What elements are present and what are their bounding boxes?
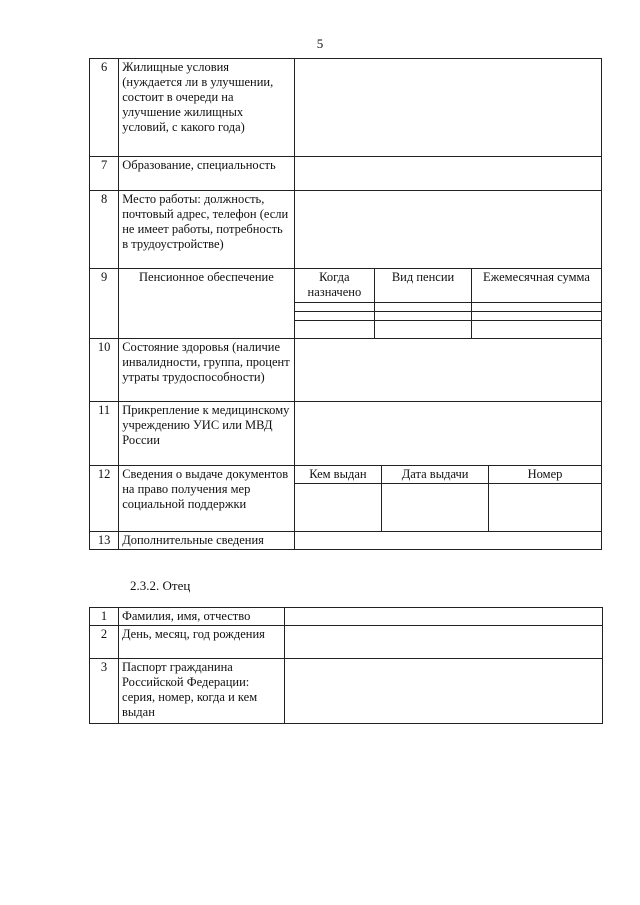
issued-by-cell[interactable]: [294, 484, 382, 532]
value-cell[interactable]: [294, 191, 601, 269]
pension-amount-cell[interactable]: [471, 312, 601, 321]
value-cell[interactable]: [294, 532, 601, 550]
row-label: Жилищные условия (нуждается ли в улучшении, состоит в очереди на улучшение жилищных условий, с какого года): [119, 59, 294, 157]
row-label: Дополнительные сведения: [119, 532, 294, 550]
pension-amount-cell[interactable]: [471, 321, 601, 339]
table-row: [90, 402, 602, 466]
document-number-header: Номер: [489, 466, 602, 484]
pension-date-cell[interactable]: [294, 312, 375, 321]
row-label: Образование, специальность: [119, 157, 294, 191]
table-row: [90, 339, 602, 402]
father-info-table: [89, 607, 603, 724]
document-number-cell[interactable]: [489, 484, 602, 532]
row-number: 7: [90, 157, 119, 191]
pension-date-header: Когда назначено: [294, 269, 375, 303]
table-row: [90, 157, 602, 191]
value-cell[interactable]: [294, 157, 601, 191]
row-number: 6: [90, 59, 119, 157]
row-label: Прикрепление к медицинскому учреждению УИС или МВД России: [119, 402, 294, 466]
row-number: 2: [90, 626, 119, 659]
pension-type-cell[interactable]: [375, 321, 472, 339]
pension-amount-header: Ежемесячная сумма: [471, 269, 601, 303]
value-cell[interactable]: [294, 59, 601, 157]
pension-type-header: Вид пенсии: [375, 269, 472, 303]
pension-date-cell[interactable]: [294, 303, 375, 312]
table-row: [90, 532, 602, 550]
row-label: Паспорт гражданина Российской Федерации: серия, номер, когда и кем выдан: [119, 659, 285, 724]
row-number: 11: [90, 402, 119, 466]
row-number: 1: [90, 608, 119, 626]
row-label: Фамилия, имя, отчество: [119, 608, 285, 626]
value-cell[interactable]: [294, 339, 601, 402]
table-row: [90, 659, 603, 724]
table-row: [90, 269, 602, 303]
value-cell[interactable]: [294, 402, 601, 466]
section-heading: 2.3.2. Отец: [130, 578, 191, 593]
issue-date-cell[interactable]: [382, 484, 489, 532]
row-number: 12: [90, 466, 119, 532]
page-number: 5: [316, 36, 324, 51]
value-cell[interactable]: [285, 608, 603, 626]
issue-date-header: Дата выдачи: [382, 466, 489, 484]
row-number: 10: [90, 339, 119, 402]
pension-amount-cell[interactable]: [471, 303, 601, 312]
row-number: 8: [90, 191, 119, 269]
row-label: Пенсионное обеспечение: [119, 269, 294, 339]
issued-by-header: Кем выдан: [294, 466, 382, 484]
table-row: [90, 626, 603, 659]
applicant-info-table: [89, 58, 602, 550]
value-cell[interactable]: [285, 659, 603, 724]
row-label: Место работы: должность, почтовый адрес, телефон (если не имеет работы, потребность в трудоустройстве): [119, 191, 294, 269]
pension-type-cell[interactable]: [375, 312, 472, 321]
table-row: [90, 608, 603, 626]
pension-type-cell[interactable]: [375, 303, 472, 312]
pension-date-cell[interactable]: [294, 321, 375, 339]
table-row: [90, 466, 602, 484]
table-row: [90, 59, 602, 157]
row-label: Сведения о выдаче документов на право получения мер социальной поддержки: [119, 466, 294, 532]
value-cell[interactable]: [285, 626, 603, 659]
row-label: День, месяц, год рождения: [119, 626, 285, 659]
row-number: 3: [90, 659, 119, 724]
row-number: 9: [90, 269, 119, 339]
row-label: Состояние здоровья (наличие инвалидности, группа, процент утраты трудоспособности): [119, 339, 294, 402]
row-number: 13: [90, 532, 119, 550]
table-row: [90, 191, 602, 269]
